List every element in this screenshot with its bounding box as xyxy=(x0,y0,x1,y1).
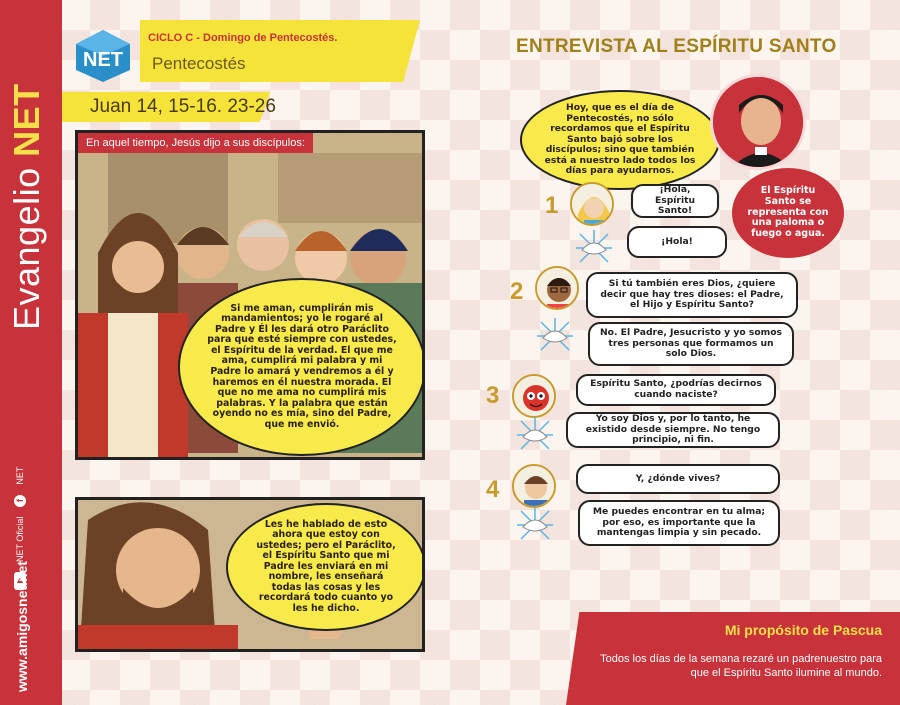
intro-bubble: Hoy, que es el día de Pentecostés, no sólo recordamos que el Espíritu Santo bajó sobre los discípulos; sino que también está a nuestro lado todos los días para ayudarnos. xyxy=(520,90,720,190)
question-bubble-4: Y, ¿dónde vives? xyxy=(576,464,780,494)
avatar-girl xyxy=(570,182,614,226)
dove-icon xyxy=(574,228,614,268)
answer-bubble-3: Yo soy Dios y, por lo tanto, he existido desde siempre. No tengo principio, ni fin. xyxy=(566,412,780,448)
mascot-illustration xyxy=(514,376,556,418)
dove-icon xyxy=(535,316,575,356)
dove-icon xyxy=(515,415,555,455)
avatar-boy-glasses xyxy=(535,266,579,310)
item-number-2: 2 xyxy=(510,278,524,305)
dove-icon xyxy=(515,505,555,545)
avatar-boy xyxy=(512,464,556,508)
comic-panel-2 xyxy=(75,497,425,652)
priest-illustration xyxy=(713,77,806,170)
symbol-note: El Espíritu Santo se representa con una paloma o fuego o agua. xyxy=(732,168,844,258)
boy-glasses-illustration xyxy=(537,268,579,310)
item-number-1: 1 xyxy=(545,192,559,219)
boy-illustration xyxy=(514,466,556,508)
proposito-title: Mi propósito de Pascua xyxy=(724,622,882,638)
answer-bubble-4: Me puedes encontrar en tu alma; por eso, es importante que la mantengas limpia y sin pecado. xyxy=(578,500,780,546)
question-bubble-2: Si tú también eres Dios, ¿quiere decir que hay tres dioses: el Padre, el Hijo y Espíritu Santo? xyxy=(586,272,798,318)
avatar-mascot xyxy=(512,374,556,418)
interview-heading: ENTREVISTA AL ESPÍRITU SANTO xyxy=(516,36,837,57)
panel1-caption: En aquel tiempo, Jesús dijo a sus discípulos: xyxy=(78,133,313,153)
fiesta-title: Pentecostés xyxy=(152,54,246,73)
facebook-icon: f xyxy=(14,495,26,507)
question-bubble-3: Espíritu Santo, ¿podrías decirnos cuando naciste? xyxy=(576,374,776,406)
answer-bubble-2: No. El Padre, Jesucristo y yo somos tres personas que formamos un solo Dios. xyxy=(588,322,794,366)
sidebar-title: Evangelio NET xyxy=(6,83,47,330)
item-number-4: 4 xyxy=(486,476,500,503)
ciclo-label: CICLO C - Domingo de Pentecostés. xyxy=(148,32,338,44)
panel1-speech-bubble: Si me aman, cumplirán mis mandamientos; yo le rogaré al Padre y Él les dará otro Paráclito para que esté siempre con ustedes, el Espíritu de la verdad. El que me ama, cumplirá mi palabra y mi Padre lo amará y vendremos a él y haremos en él nuestra morada. El que no me ama no cumplirá mis palabras. Y la palabra que están oyendo no es mía, sino del Padre, que me envió. xyxy=(178,278,425,456)
svg-text:NET: NET xyxy=(83,49,123,71)
item-number-3: 3 xyxy=(486,382,500,409)
website-link[interactable]: www.amigosnet.net xyxy=(14,561,30,692)
comic-panel-1 xyxy=(75,130,425,460)
proposito-text: Todos los días de la semana rezaré un padrenuestro para que el Espíritu Santo ilumine al mundo. xyxy=(600,653,882,680)
panel2-speech-bubble: Les he hablado de esto ahora que estoy con ustedes; pero el Paráclito, el Espíritu Santo que mi Padre les enviará en mi nombre, les enseñará todas las cosas y les recordará todo cuanto yo les he dicho. xyxy=(226,503,425,631)
girl-illustration xyxy=(572,184,614,226)
answer-bubble-1: ¡Hola! xyxy=(627,226,727,258)
net-logo xyxy=(72,28,134,84)
priest-avatar xyxy=(710,74,806,170)
youtube-label: NET Oficial xyxy=(15,516,25,562)
sidebar xyxy=(0,0,62,705)
question-bubble-1: ¡Hola, Espíritu Santo! xyxy=(631,184,719,218)
facebook-label: NET xyxy=(15,466,25,485)
gospel-reference: Juan 14, 15-16. 23-26 xyxy=(90,96,276,117)
